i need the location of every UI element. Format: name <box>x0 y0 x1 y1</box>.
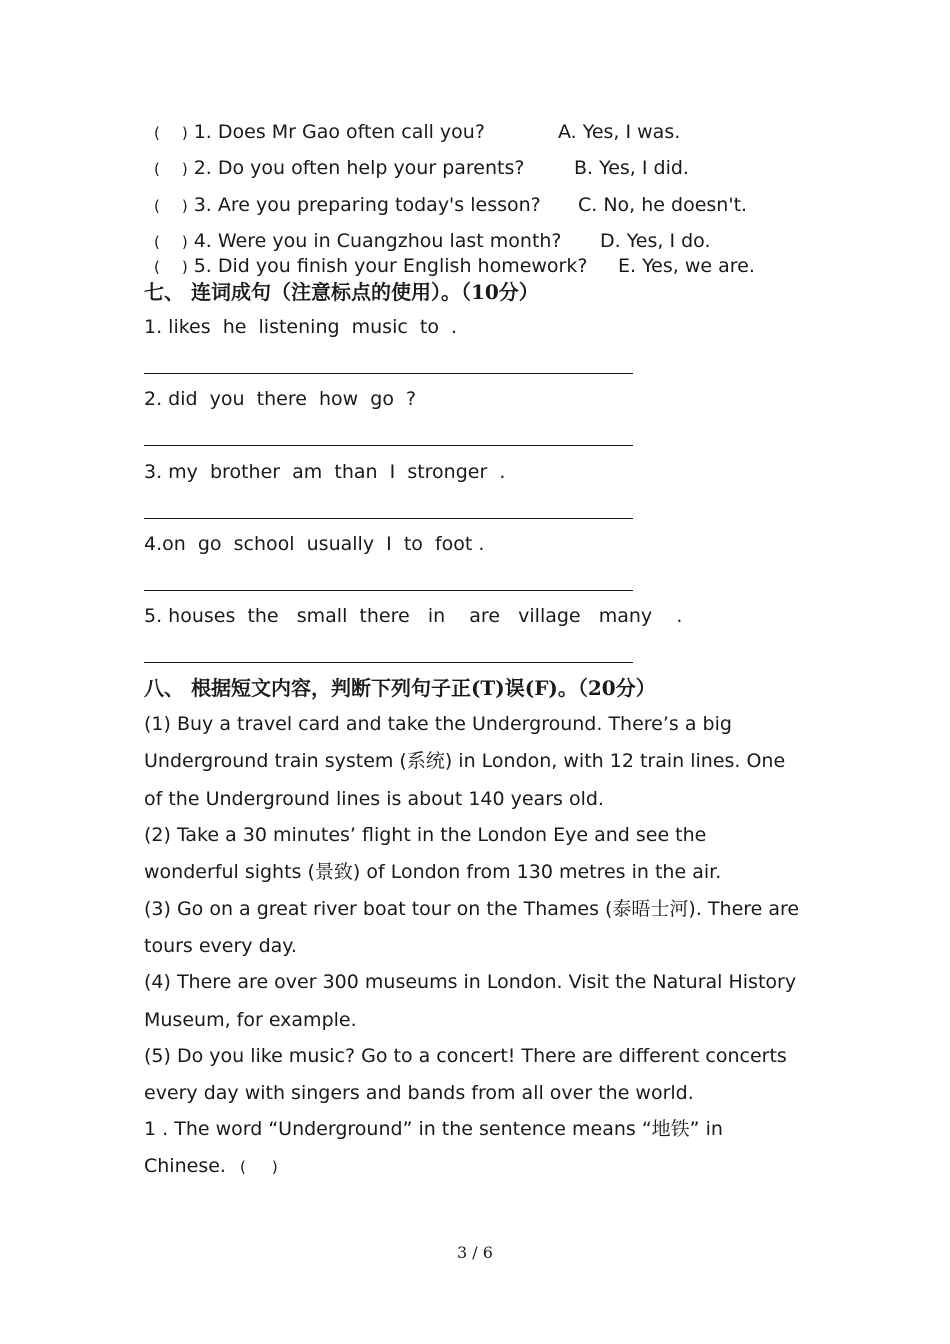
passage-line: Underground train system (系统) in London, with 12 train lines. One <box>144 750 786 772</box>
answer-blank-5[interactable] <box>144 662 633 663</box>
matching-question: 3. Are you preparing today's lesson? <box>193 194 541 216</box>
matching-row-2 <box>144 156 689 181</box>
question-1-line-1: 1 . The word “Underground” in the sentence means “地铁” in <box>144 1118 723 1140</box>
sentence-item-1: 1. likes he listening music to . <box>144 316 458 338</box>
matching-question: 5. Did you finish your English homework? <box>193 255 588 277</box>
answer-paren-close: ) <box>181 258 188 276</box>
answer-paren-open: ( <box>239 1158 246 1176</box>
section-7-heading: 七、 连词成句（注意标点的使用）。（10分） <box>144 280 539 304</box>
passage-line: (1) Buy a travel card and take the Underground. There’s a big <box>144 713 732 735</box>
matching-row-1 <box>144 120 681 145</box>
matching-row-5 <box>144 254 755 279</box>
matching-question: 1. Does Mr Gao often call you? <box>193 121 485 143</box>
passage-line: of the Underground lines is about 140 years old. <box>144 788 604 810</box>
answer-blank-4[interactable] <box>144 590 633 591</box>
passage-line: every day with singers and bands from all over the world. <box>144 1082 694 1104</box>
answer-paren-close: ) <box>181 124 188 142</box>
answer-blank-3[interactable] <box>144 518 633 519</box>
sentence-item-5: 5. houses the small there in are village many . <box>144 605 683 627</box>
answer-paren-close: ) <box>271 1158 278 1176</box>
passage-line: wonderful sights (景致) of London from 130 metres in the air. <box>144 861 722 883</box>
matching-answer: A. Yes, I was. <box>558 121 681 143</box>
matching-answer: E. Yes, we are. <box>618 255 755 277</box>
answer-paren-open: ( <box>154 197 160 215</box>
answer-blank-1[interactable] <box>144 373 633 374</box>
sentence-item-3: 3. my brother am than I stronger . <box>144 461 506 483</box>
matching-answer: D. Yes, I do. <box>600 230 711 252</box>
section-8-heading: 八、 根据短文内容，判断下列句子正(T)误(F)。（20分） <box>144 676 656 700</box>
answer-blank-2[interactable] <box>144 445 633 446</box>
matching-answer: C. No, he doesn't. <box>578 194 748 216</box>
page-number: 3 / 6 <box>457 1243 493 1262</box>
matching-question: 4. Were you in Cuangzhou last month? <box>193 230 562 252</box>
matching-row-4 <box>144 229 711 254</box>
matching-question: 2. Do you often help your parents? <box>193 157 525 179</box>
passage-line: (5) Do you like music? Go to a concert! There are different concerts <box>144 1045 787 1067</box>
answer-paren-open: ( <box>154 124 160 142</box>
passage-line: tours every day. <box>144 935 297 957</box>
answer-paren-open: ( <box>154 258 160 276</box>
answer-paren-open: ( <box>154 233 160 251</box>
matching-row-3 <box>144 193 748 218</box>
matching-answer: B. Yes, I did. <box>574 157 689 179</box>
answer-paren-close: ) <box>181 160 188 178</box>
question-1-line-2 <box>144 1154 278 1179</box>
passage-line: Museum, for example. <box>144 1009 357 1031</box>
passage-line: (4) There are over 300 museums in London. Visit the Natural History <box>144 971 797 993</box>
question-1-text: Chinese. <box>144 1155 226 1177</box>
answer-paren-open: ( <box>154 160 160 178</box>
passage-line: (3) Go on a great river boat tour on the Thames (泰晤士河). There are <box>144 898 800 920</box>
sentence-item-2: 2. did you there how go ? <box>144 388 417 410</box>
passage-line: (2) Take a 30 minutes’ flight in the London Eye and see the <box>144 824 707 846</box>
answer-paren-close: ) <box>181 197 188 215</box>
answer-paren-close: ) <box>181 233 188 251</box>
sentence-item-4: 4.on go school usually I to foot . <box>144 533 485 555</box>
